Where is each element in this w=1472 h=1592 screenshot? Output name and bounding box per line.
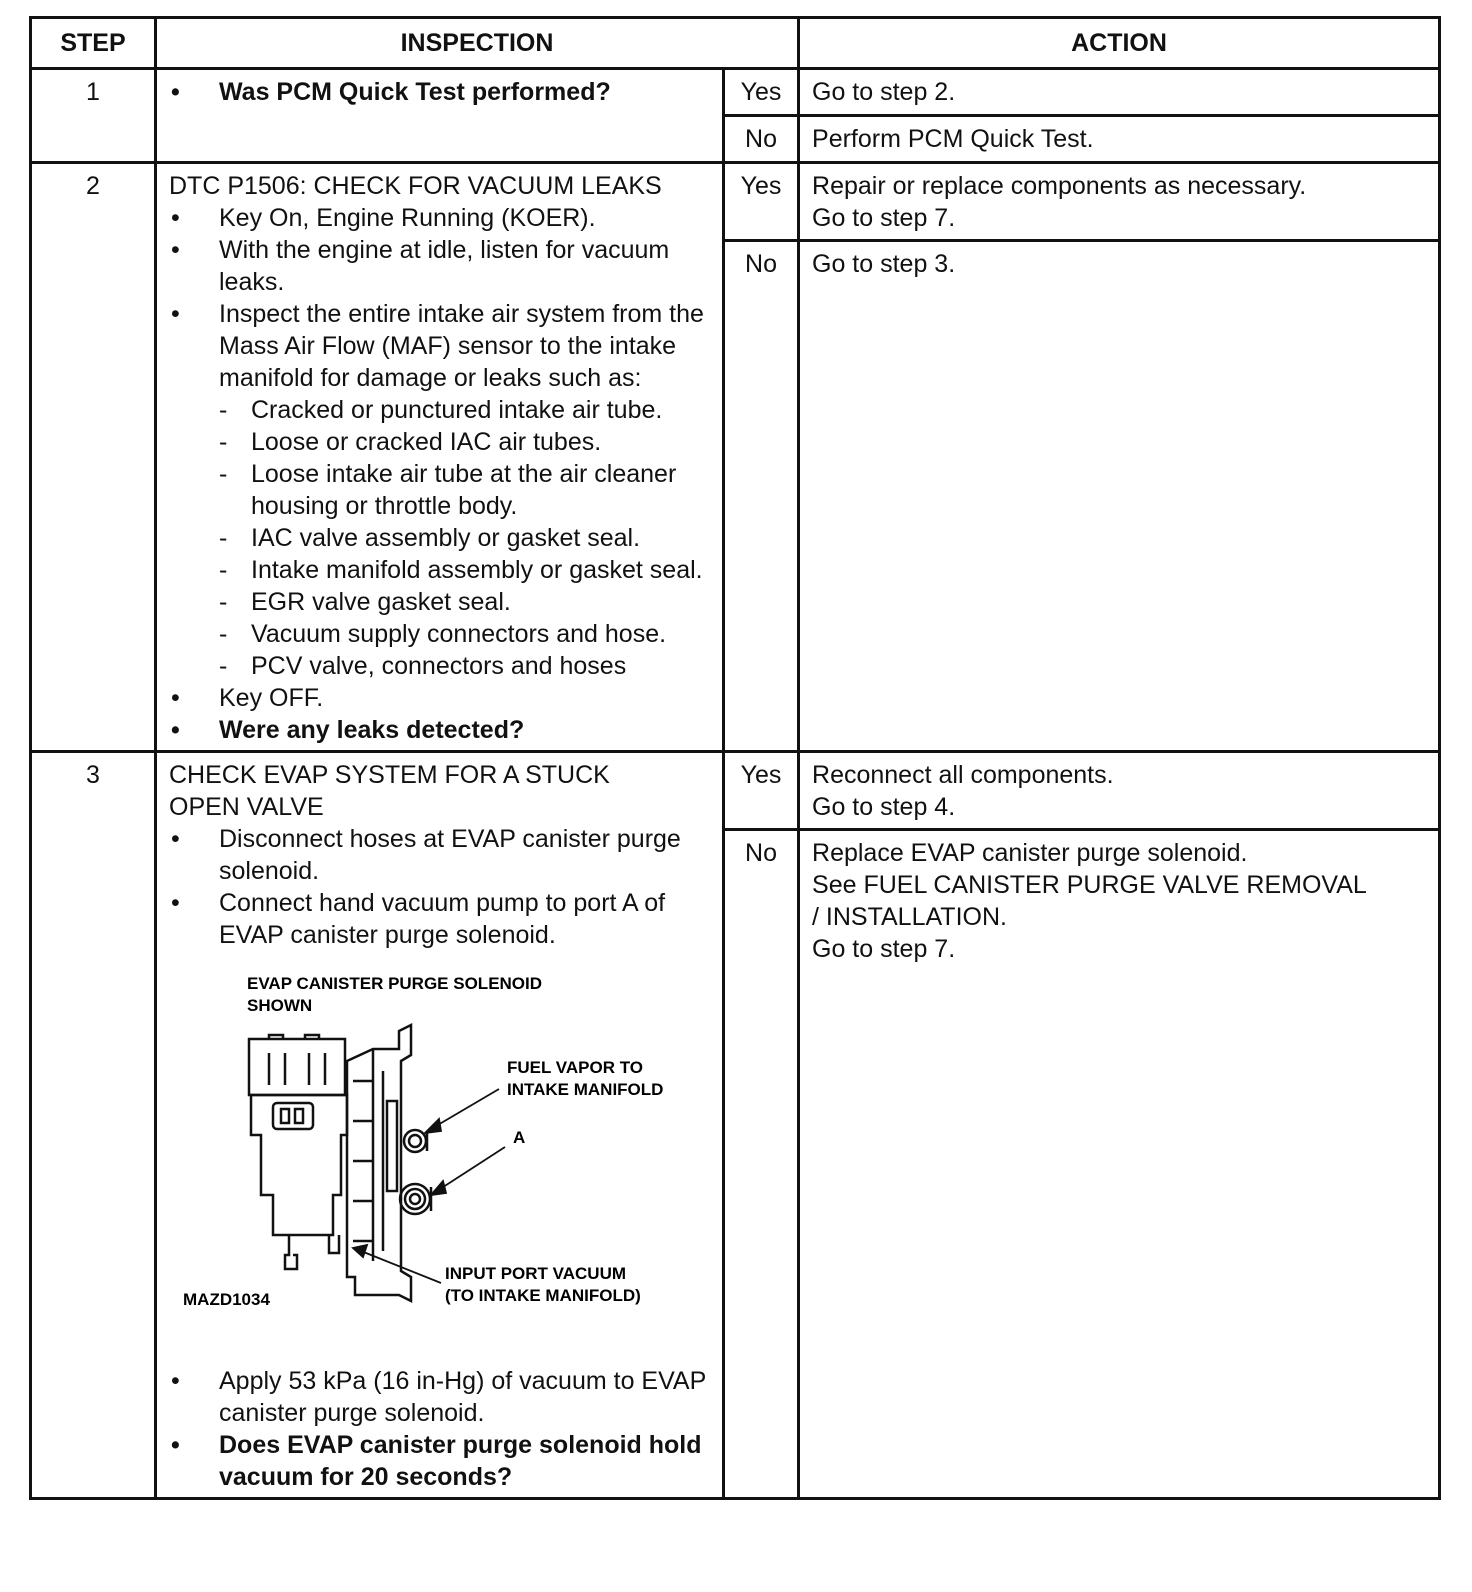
step-3-no-action [799,830,1440,1499]
step-1-yes-label: Yes [724,69,799,116]
step-2-bullet: • Key OFF. [169,682,712,714]
step-2-sub-item: - Vacuum supply connectors and hose. [169,618,712,650]
step-2-bullet: • Inspect the entire intake air system from the Mass Air Flow (MAF) sensor to the intake manifold for damage or leaks such as: [169,298,712,394]
step-2-bullet: • With the engine at idle, listen for vacuum leaks. [169,234,712,298]
step-2-yes-action-line: Repair or replace components as necessary. [812,172,1307,200]
step-2-title: DTC P1506: CHECK FOR VACUUM LEAKS [169,172,662,200]
solenoid-body-shape [249,1025,431,1301]
step-2-no-action-line: Go to step 3. [812,250,956,278]
step-1-no-action [799,116,1440,163]
header-action: ACTION [799,18,1440,69]
step-1-yes-action-line: Go to step 2. [812,78,956,106]
label-input-port-2: (TO INTAKE MANIFOLD) [445,1286,641,1305]
step-2-bullet: • Key On, Engine Running (KOER). [169,202,712,234]
label-fuel-vapor-2: INTAKE MANIFOLD [507,1080,664,1099]
diagnostic-table [29,16,1441,1500]
step-3-title: CHECK EVAP SYSTEM FOR A STUCK OPEN VALVE [169,761,610,821]
step-3-bullet: • Disconnect hoses at EVAP canister purge solenoid. [169,823,712,887]
step-2-sub-item: - Cracked or punctured intake air tube. [169,394,712,426]
step-3-number: 3 [31,752,156,1499]
step-3-no-action-line: See FUEL CANISTER PURGE VALVE REMOVAL / INSTALLATION. [812,871,1366,931]
step-1-number: 1 [31,69,156,163]
step-3-yes-action-line: Go to step 4. [812,793,956,821]
step-2-sub-item: - PCV valve, connectors and hoses [169,650,712,682]
step-2-no-label: No [724,241,799,752]
step-2-question: • Were any leaks detected? [169,714,712,746]
step-1-inspection [156,69,724,163]
step-2-sub-item: - Intake manifold assembly or gasket seal. [169,554,712,586]
step-3-bullet: • Connect hand vacuum pump to port A of EVAP canister purge solenoid. [169,887,712,951]
step-2-sub-item: - Loose or cracked IAC air tubes. [169,426,712,458]
header-step: STEP [31,18,156,69]
step-1-no-action-line: Perform PCM Quick Test. [812,125,1094,153]
step-1-yes-action [799,69,1440,116]
step-2-yes-action [799,163,1440,241]
step-2-sub-item: - EGR valve gasket seal. [169,586,712,618]
table-header-row [31,18,1440,69]
evap-solenoid-drawing [169,961,709,1361]
step-2-yes-row [31,163,1440,241]
leader-lines [353,1089,505,1283]
step-2-yes-action-line: Go to step 7. [812,204,956,232]
step-3-question: • Does EVAP canister purge solenoid hold vacuum for 20 seconds? [169,1429,712,1493]
figure-title-2: SHOWN [247,996,313,1015]
label-port-a: A [513,1128,526,1147]
step-2-sub-item: - IAC valve assembly or gasket seal. [169,522,712,554]
step-3-bullet: • Apply 53 kPa (16 in-Hg) of vacuum to EVAP canister purge solenoid. [169,1365,712,1429]
step-2-yes-label: Yes [724,163,799,241]
step-3-yes-label: Yes [724,752,799,830]
label-fuel-vapor-1: FUEL VAPOR TO [507,1058,644,1077]
step-2-sub-item: - Loose intake air tube at the air cleaner housing or throttle body. [169,458,712,522]
step-3-yes-row [31,752,1440,830]
step-2-inspection [156,163,724,752]
evap-solenoid-figure [169,961,712,1361]
step-2-number: 2 [31,163,156,752]
step-3-yes-action-line: Reconnect all components. [812,761,1114,789]
figure-code: MAZD1034 [183,1290,270,1309]
step-3-yes-action [799,752,1440,830]
step-1-question: • Was PCM Quick Test performed? [169,76,712,108]
step-3-inspection [156,752,724,1499]
step-3-no-label: No [724,830,799,1499]
step-3-no-action-line: Replace EVAP canister purge solenoid. [812,839,1248,867]
figure-title: EVAP CANISTER PURGE SOLENOID [247,974,543,993]
header-inspection: INSPECTION [156,18,799,69]
step-1-yes-row [31,69,1440,116]
label-input-port-1: INPUT PORT VACUUM [445,1264,627,1283]
step-1-no-label: No [724,116,799,163]
step-2-no-action [799,241,1440,752]
step-3-no-action-line: Go to step 7. [812,935,956,963]
